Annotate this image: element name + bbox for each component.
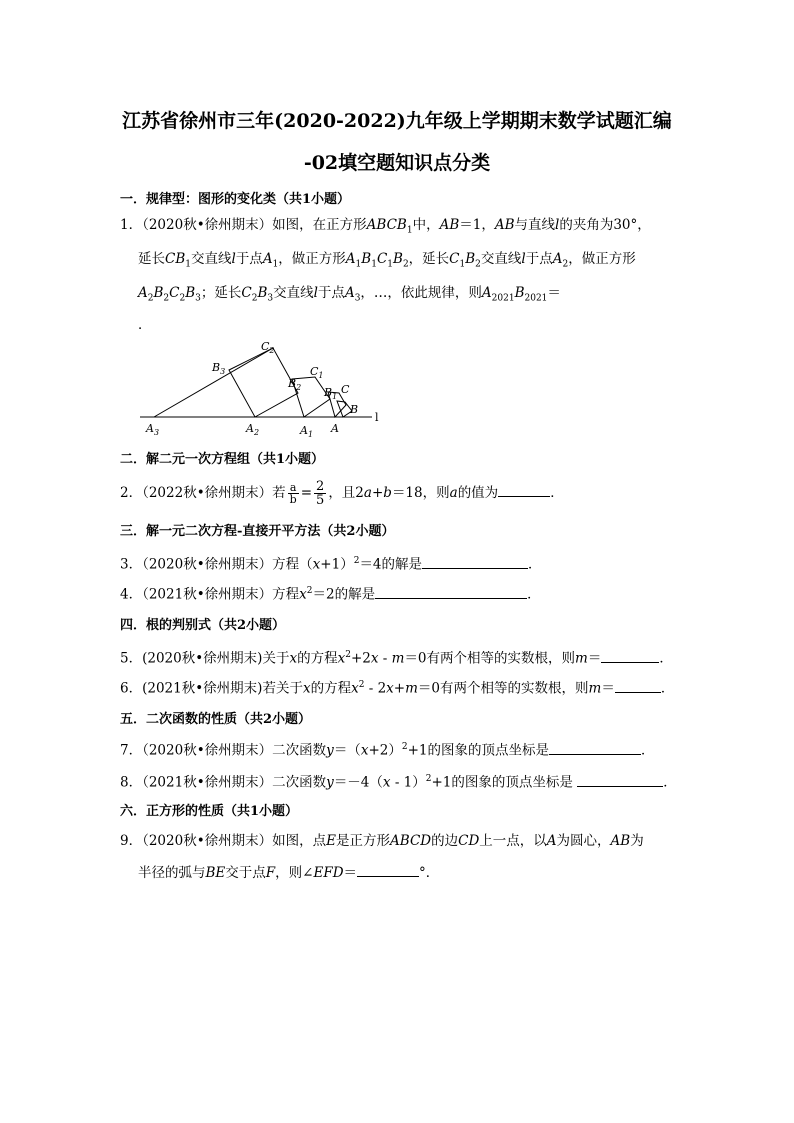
section-6-heading: 六．正方形的性质（共1小题）: [120, 804, 299, 819]
q9-line1: 9．（2020秋•徐州期末）如图，点E是正方形ABCD的边CD上一点，以A为圆心，AB为: [120, 833, 644, 849]
fraction-a-b: $\frac{a}{b}$: [289, 481, 297, 506]
q3-line: 3．（2020秋•徐州期末）方程$(x+1)^2=4$的解是 ．: [120, 552, 542, 574]
section-1-heading: 一．规律型：图形的变化类（共1小题）: [120, 192, 351, 207]
doc-title-line1: 江苏省徐州市三年(2020-2022)九年级上学期期末数学试题汇编: [122, 110, 672, 132]
section-5-heading: 五．二次函数的性质（共2小题）: [120, 712, 312, 727]
section-4-heading: 四．根的判别式（共2小题）: [120, 618, 286, 633]
label-l: l: [375, 411, 379, 424]
q1-figure: [140, 338, 400, 443]
q5-answer-blank[interactable]: [601, 648, 659, 663]
q2-line: 2．（2022秋•徐州期末）若 $\frac{a}{b}$ = $\frac{2}{5}$ ，且2a+b＝18，则a的值为 ．: [120, 479, 564, 508]
label-B2: $B_2$: [288, 377, 302, 392]
q9-answer-blank[interactable]: [357, 862, 419, 877]
q1-end: ．: [138, 317, 152, 333]
q4-line: 4．（2021秋•徐州期末）方程$x^2=2$的解是 ．: [120, 582, 541, 604]
q7-line: 7．（2020秋•徐州期末）二次函数$y=(x+2)^2+1$的图象的顶点坐标是 ．: [120, 738, 654, 760]
label-C: C: [341, 383, 350, 396]
section-3-heading: 三．解一元二次方程-直接开平方法（共2小题）: [120, 524, 395, 539]
label-A: A: [331, 422, 339, 435]
diag-line: [154, 348, 273, 417]
label-A3: $A_3$: [146, 422, 160, 437]
q1-line2: 延长$CB_1$交直线l于点$A_1$，做正方形$A_1B_1C_1B_2$，延长$C_1B_2$交直线l于点$A_2$，做正方形: [138, 251, 636, 270]
q6-line: 6．(2021秋•徐州期末)若关于x的方程$x^2 - 2x+m=0$有两个相等的实数根，则m＝ ．: [120, 676, 674, 698]
section-2-heading: 二．解二元一次方程组（共1小题）: [120, 452, 325, 467]
label-B1: $B_1$: [324, 386, 338, 401]
q8-answer-blank[interactable]: [577, 772, 663, 787]
q9-line2: 半径的弧与BE交于点F，则∠EFD＝ °．: [138, 862, 439, 882]
label-B: B: [350, 403, 359, 416]
q2-answer-blank[interactable]: [498, 482, 550, 497]
label-A2: $A_2$: [246, 422, 260, 437]
q1-line1: 1．（2020秋•徐州期末）如图，在正方形$ABCB_1$中，AB＝1，AB与直线l的夹角为30°，: [120, 217, 651, 236]
label-B3: $B_3$: [212, 361, 226, 376]
q3-answer-blank[interactable]: [422, 554, 528, 569]
q7-answer-blank[interactable]: [549, 740, 641, 755]
label-C1: $C_1$: [310, 365, 324, 380]
q5-line: 5．(2020秋•徐州期末)关于x的方程$x^2+2x - m=0$有两个相等的实数根，则m＝ ．: [120, 646, 673, 668]
q1-line3: $A_2B_2C_2B_3$；延长$C_2B_3$交直线l于点$A_3$，…，依此规律，则$A_{2021}B_{2021}=$: [138, 285, 561, 304]
q4-answer-blank[interactable]: [375, 584, 527, 599]
q6-answer-blank[interactable]: [615, 678, 661, 693]
doc-title-line2: -02填空题知识点分类: [303, 152, 491, 174]
fraction-2-5: $\frac{2}{5}$: [316, 479, 325, 508]
label-C2: $C_2$: [261, 340, 275, 355]
label-A1: $A_1$: [300, 424, 314, 439]
q8-line: 8．（2021秋•徐州期末）二次函数y＝－4（x - 1）$^2$+1的图象的顶点坐标是 ．: [120, 770, 677, 792]
